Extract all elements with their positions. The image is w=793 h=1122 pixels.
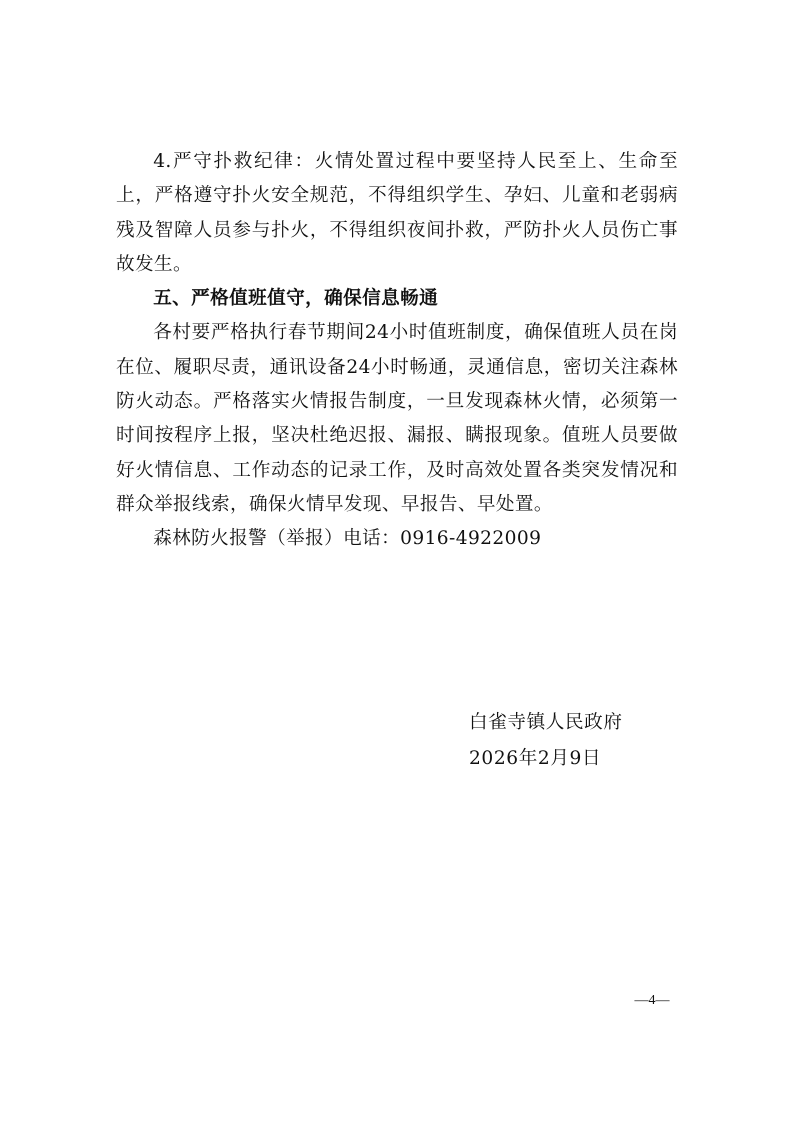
signature-date: 2026年2月9日 <box>469 748 602 769</box>
signature-block <box>469 705 689 777</box>
document-body <box>116 145 678 557</box>
signature-organization: 白雀寺镇人民政府 <box>469 712 623 733</box>
page-number: —4— <box>634 993 670 1008</box>
section-heading-duty: 五、严格值班值守，确保信息畅通 <box>153 288 439 310</box>
paragraph-hotline: 森林防火报警（举报）电话：0916-4922009 <box>153 528 542 550</box>
paragraph-duty: 各村要严格执行春节期间24小时值班制度，确保值班人员在岗在位、履职尽责，通讯设备24小时畅通，灵通信息，密切关注森林防火动态。严格落实火情报告制度，一旦发现森林火情，必须第一时间按程序上报，坚决杜绝迟报、漏报、瞒报现象。值班人员要做好火情信息、工作动态的记录工作，及时高效处置各类突发情况和群众举报线索，确保火情早发现、早报告、早处置。 <box>116 322 678 515</box>
paragraph-discipline: 4.严守扑救纪律：火情处置过程中要坚持人民至上、生命至上，严格遵守扑火安全规范，不得组织学生、孕妇、儿童和老弱病残及智障人员参与扑火，不得组织夜间扑救，严防扑火人员伤亡事故发生。 <box>116 151 678 275</box>
